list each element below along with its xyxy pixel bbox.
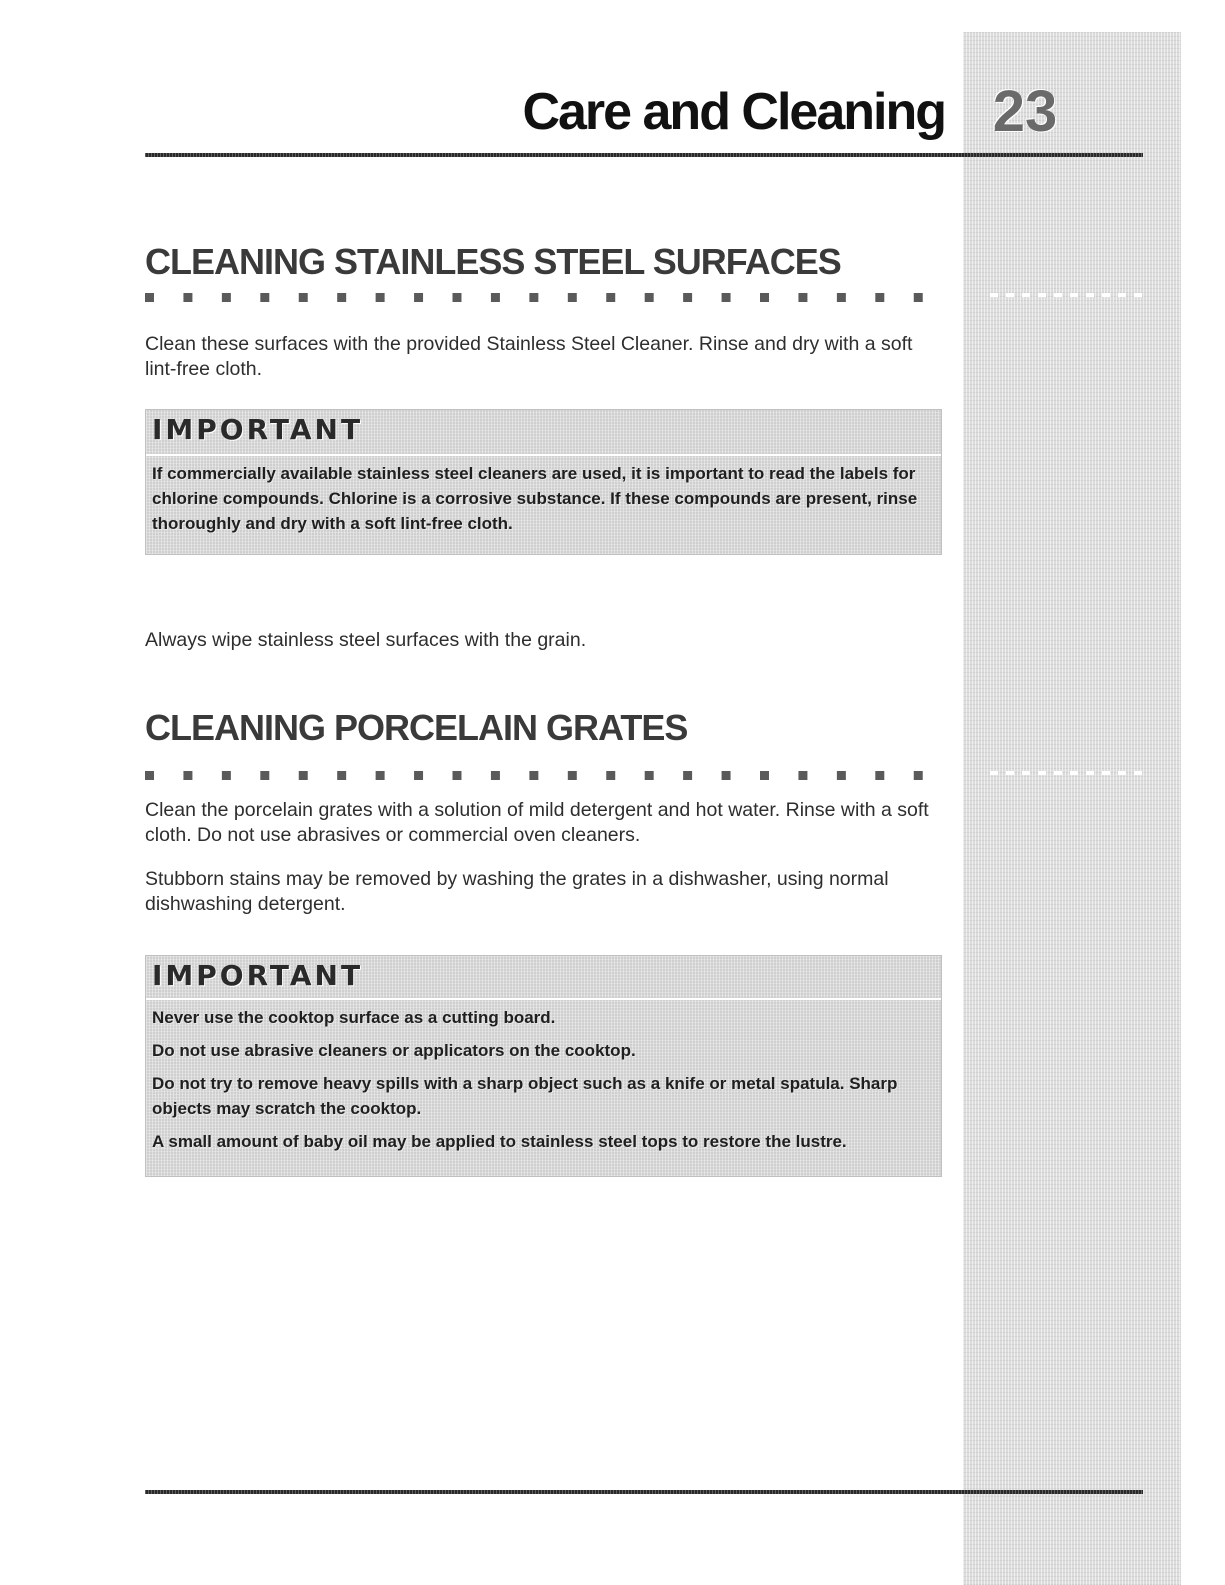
important-divider [146,998,941,1000]
stainless-paragraph: Clean these surfaces with the provided Stainless Steel Cleaner. Rinse and dry with a soft lint-free cloth. [145,333,913,380]
page-title: Care and Cleaning [522,83,945,141]
important-item: Never use the cooktop surface as a cutting board. [152,1008,556,1027]
page-number: 23 [992,79,1058,144]
side-dot-row [990,771,1150,775]
side-decorative-band [963,32,1181,1585]
important-divider [146,454,941,456]
header-rule [145,153,1143,157]
important-box-grates [145,955,942,1177]
grates-paragraph-2: Stubborn stains may be removed by washing the grates in a dishwasher, using normal dishwashing detergent. [145,868,889,915]
important-box-stainless [145,409,942,555]
heading-square-divider [145,293,945,302]
important-list [152,1005,933,1154]
important-label: IMPORTANT [152,959,364,992]
important-label: IMPORTANT [152,413,364,446]
section-heading-grates: CLEANING PORCELAIN GRATES [145,707,688,748]
heading-square-divider [145,771,945,780]
important-item: A small amount of baby oil may be applied to stainless steel tops to restore the lustre. [152,1132,847,1151]
important-text: If commercially available stainless steel cleaners are used, it is important to read the labels for chlorine compounds. Chlorine is a corrosive substance. If these compounds are present, rinse thoroughly and dry with a soft lint-free cloth. [152,464,918,533]
important-item: Do not try to remove heavy spills with a sharp object such as a knife or metal spatula. Sharp objects may scratch the cooktop. [152,1074,898,1118]
grates-paragraph-1: Clean the porcelain grates with a solution of mild detergent and hot water. Rinse with a soft cloth. Do not use abrasives or commercial oven cleaners. [145,799,929,846]
important-item: Do not use abrasive cleaners or applicators on the cooktop. [152,1041,636,1060]
footer-rule [145,1490,1143,1494]
section-heading-stainless: CLEANING STAINLESS STEEL SURFACES [145,241,841,282]
grain-note: Always wipe stainless steel surfaces with the grain. [145,629,587,651]
side-dot-row [990,293,1150,297]
